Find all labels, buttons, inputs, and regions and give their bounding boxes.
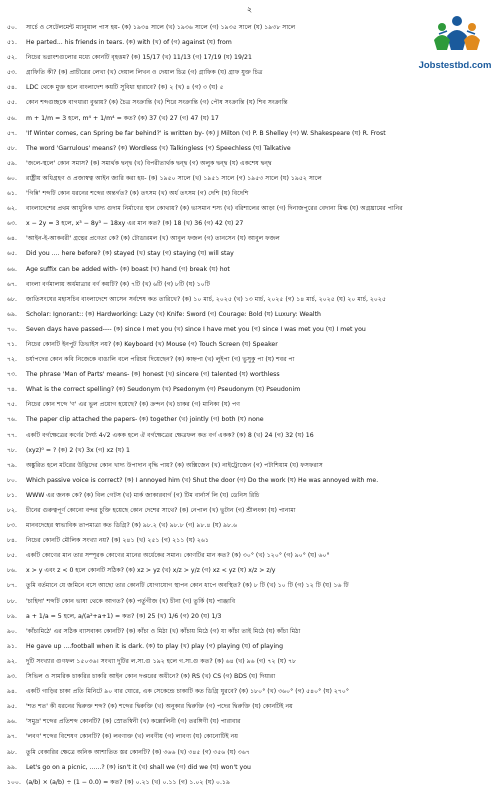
question-item bbox=[7, 654, 495, 669]
question-number: ১০০. bbox=[7, 778, 22, 786]
question-number: ৫৩. bbox=[7, 69, 18, 77]
question-number: ৮৩. bbox=[7, 522, 18, 530]
question-item bbox=[7, 594, 495, 609]
question-item bbox=[7, 80, 495, 95]
question-text: বাংলাদেশের প্রথম আধুনিক খাদ্য গুদাম নির্মাণের স্থান কোথায়? (ক) ভাসমান শস্য (খ) বরিশালের আড়া (গ) দিনাজপুরের বেদানা মিল্ক (ঘ) অগ্রঘ্রামের পানির bbox=[25, 205, 403, 213]
question-text: চীনের গুরুত্বপূর্ণ কোনো বন্দর চুক্তি হয়েছে কোন দেশের সাথে? (ক) নেপাল (খ) ভুটান (গ) শ্রীলংকা (ঘ) পানামা bbox=[25, 507, 296, 514]
question-item bbox=[7, 473, 495, 488]
question-item bbox=[7, 518, 495, 533]
question-text: নিচের ভগ্নাংশগুলোর মধ্যে কোনটি বৃহত্তম? (ক) 15/17 (খ) 11/13 (গ) 17/19 (ঘ) 19/21 bbox=[25, 54, 252, 62]
question-item bbox=[7, 397, 495, 412]
question-text: WWW এর জনক কে? (ক) বিল গেটস (খ) মার্ক জাকারবার্গ (গ) টিম বার্নার্স লি (ঘ) ডেনিস রিচি bbox=[25, 491, 260, 499]
question-text: Age suffix can be added with- (ক) boast (খ) hand (গ) break (ঘ) hot bbox=[25, 265, 230, 273]
question-text: সার্চে ও সেটেলমেন্ট ম্যানুয়াল পাস হয়- (ক) ১৯৩৪ সালে (খ) ১৯৩৬ সালে (গ) ১৯৩৫ সালে (ঘ) ১৯৩৮ সালে bbox=[25, 24, 296, 31]
question-number: ৫০. bbox=[7, 24, 18, 31]
question-number: ৯৪. bbox=[7, 688, 17, 696]
question-item bbox=[7, 156, 495, 171]
question-item bbox=[7, 563, 495, 578]
question-number: ৫১. bbox=[7, 39, 17, 47]
question-item bbox=[7, 412, 495, 427]
question-item bbox=[7, 35, 495, 50]
question-number: ৬৮. bbox=[7, 295, 18, 303]
question-text: নিচের কোনটি মৌলিক সংখ্যা নয়? (ক) ২৪১ (খ) ২৫১ (গ) ২১১ (ঘ) ২৬১ bbox=[25, 537, 209, 545]
question-text: m + 1/m = 3 হলে, m⁴ + 1/m⁴ = কত? (ক) 37 (খ) 27 (গ) 47 (ঘ) 17 bbox=[25, 114, 219, 122]
question-item bbox=[7, 246, 495, 261]
question-number: ৭৪. bbox=[7, 386, 18, 394]
question-number: ৭৯. bbox=[7, 461, 18, 469]
question-text: The paper clip attached the papers- (ক) together (খ) jointly (গ) both (ঘ) none bbox=[25, 416, 264, 424]
question-number: ৯৭. bbox=[7, 733, 18, 741]
question-item bbox=[7, 669, 495, 684]
question-text: নিচের কোনটি ইনপুট ডিভাইস নয়? (ক) Keyboard (খ) Mouse (গ) Touch Screen (ঘ) Speaker bbox=[25, 340, 278, 348]
question-item bbox=[7, 126, 495, 141]
question-item bbox=[7, 624, 495, 639]
question-number: ৭১. bbox=[7, 340, 18, 348]
watermark-site-text: Jobstestbd.com bbox=[418, 60, 492, 71]
question-number: ৭৩. bbox=[7, 371, 18, 379]
question-number: ৯৮. bbox=[7, 748, 17, 756]
question-item bbox=[7, 458, 495, 473]
page-number: ২ bbox=[246, 5, 253, 14]
question-text: 'আইন-ই-আকবরী' গ্রন্থের প্রণেতা কে? (ক) টোডারমল (খ) আবুল ফজল (গ) তানসেন (ঘ) আবুল ফজল bbox=[25, 235, 280, 243]
question-number: ৬৩. bbox=[7, 220, 18, 228]
question-number: ৫৪. bbox=[7, 84, 17, 92]
question-item bbox=[7, 262, 495, 277]
question-number: ৫৮. bbox=[7, 144, 17, 152]
question-number: ৫২. bbox=[7, 54, 18, 62]
question-text: x − 2y = 3 হলে, x³ − 8y³ − 18xy এর মান কত? (ক) 18 (খ) 36 (গ) 42 (ঘ) 27 bbox=[25, 220, 244, 228]
question-number: ৭০. bbox=[7, 325, 18, 333]
question-number: ৬১. bbox=[7, 190, 18, 198]
question-number: ৬৫. bbox=[7, 250, 18, 258]
question-text: একটি কোণের মান তার সম্পূরক কোণের মানের অর্ধেকের সমান। কোণটির মান কত? (ক) ৩০° (খ) ১২০° (গ) ৯০° (ঘ) ৬০° bbox=[25, 552, 330, 560]
question-number: ৮৫. bbox=[7, 552, 17, 560]
question-text: LDC থেকে মুক্ত হলে বাংলাদেশ কয়টি সুবিধা হারাবে? (ক) ২ (খ) ৪ (গ) ৩ (ঘ) ৫ bbox=[25, 84, 224, 92]
question-item bbox=[7, 141, 495, 156]
question-item bbox=[7, 352, 495, 367]
question-item bbox=[7, 488, 495, 503]
question-text: 'গিন্নি' শব্দটি কোন ধরনের শব্দের অন্তর্গত? (ক) তৎসম (খ) অর্ধ তৎসম (গ) দেশি (ঘ) বিদেশি bbox=[25, 190, 249, 198]
question-text: Let's go on a picnic, ......? (ক) isn't it (খ) shall we (গ) did we (ঘ) won't you bbox=[25, 763, 251, 771]
question-item bbox=[7, 216, 495, 231]
question-number: ৫৯. bbox=[7, 159, 17, 167]
question-number: ৫৫. bbox=[7, 99, 17, 107]
question-number: ৮২. bbox=[7, 507, 18, 514]
question-text: নিচের কোন শব্দে 'ণ' এর ভুল প্রয়োগ হয়েছে? (ক) ক্রন্দন (খ) চাকর (গ) মানিক্য (ঘ) পণ bbox=[25, 401, 240, 409]
question-item bbox=[7, 367, 495, 382]
question-number: ৮৬. bbox=[7, 567, 18, 575]
question-text: বাংলা বর্ণমালায় অর্ধমাত্রার বর্ণ কয়টি? (ক) ৭টি (খ) ৬টি (গ) ৮টি (ঘ) ১০টি bbox=[25, 280, 210, 288]
question-item bbox=[7, 548, 495, 563]
question-number: ৬০. bbox=[7, 174, 18, 182]
question-text: He gave up ....football when it is dark. (ক) to play (খ) play (গ) playing (ঘ) of playing bbox=[25, 642, 284, 650]
question-text: x > y এবং z < 0 হলে কোনটি সঠিক? (ক) xz > yz (খ) x/z > y/z (গ) xz < yz (ঘ) x/z > z/y bbox=[25, 567, 276, 575]
question-item bbox=[7, 745, 495, 760]
question-number: ৬২. bbox=[7, 205, 18, 213]
question-number: ৮৯. bbox=[7, 612, 17, 620]
question-number: ৫৬. bbox=[7, 114, 18, 122]
question-number: ৬৬. bbox=[7, 265, 18, 273]
question-text: রাষ্ট্রীয় অধিগ্রহণ ও প্রজাস্বত্ব আইন জারি করা হয়- (ক) ১৯৫০ সালে (খ) ১৯৫১ সালে (গ) ১৯৫৩ সালে (ঘ) ১৯৫২ সালে bbox=[25, 174, 322, 182]
question-item bbox=[7, 533, 495, 548]
question-item bbox=[7, 50, 495, 65]
question-number: ৬৭. bbox=[7, 280, 18, 288]
question-item bbox=[7, 95, 495, 110]
question-number: ৬৪. bbox=[7, 235, 18, 243]
question-text: একটি গাড়ির চাকা প্রতি মিনিটে ৯০ বার ঘোরে, এক সেকেন্ডে চাকাটি কত ডিগ্রি ঘুরবে? (ক) ১৮০° (খ) ৩৬০° (গ) ৫৪০° (ঘ) ২৭০° bbox=[25, 688, 349, 696]
question-text: What is the correct spelling? (ক) Seudonym (খ) Psedonym (গ) Pseudonym (ঘ) Pseudonim bbox=[25, 386, 301, 394]
question-item bbox=[7, 684, 495, 699]
question-text: (xyz)⁰ = ? (ক) 2 (খ) 3x (গ) xz (ঘ) 1 bbox=[25, 446, 130, 454]
question-text: তুমি বেকারির ক্ষেত্রে অনিক আশাতিত স্তর কোনটি? (ক) ৩৬৬ (খ) ৩৪৫ (গ) ৩৫৬ (ঘ) ৩৬৭ bbox=[25, 748, 250, 756]
question-item bbox=[7, 292, 495, 307]
question-text: (a/b) × (a/b) ÷ (1 − 0.0) = কত? (ক) ০.২১ (খ) ০.১১ (গ) ১.০২ (ঘ) ০.১৯ bbox=[25, 778, 230, 786]
question-number: ৯১. bbox=[7, 642, 17, 650]
question-number: ৭৬. bbox=[7, 416, 18, 424]
question-number: ৯৬. bbox=[7, 718, 18, 726]
question-list bbox=[7, 20, 495, 790]
question-item bbox=[7, 171, 495, 186]
question-text: অঙ্কুরিত হলে মটরের উদ্ভিদের কোন খাদ্য উপাদান বৃদ্ধি পায়? (ক) অক্সিজেন (খ) নাইট্রোজেন (গ) পটাশিয়াম (ঘ) ফসফরাস bbox=[25, 461, 323, 469]
question-item bbox=[7, 382, 495, 397]
question-text: সিভিল ও সামরিক চাকরির চাকরি আইন কোন দপ্তরের অধীনে? (ক) RS (খ) CS (গ) BDS (ঘ) দিয়ারা bbox=[25, 673, 276, 681]
question-number: ৮৪. bbox=[7, 537, 17, 545]
question-number: ৮৭. bbox=[7, 582, 18, 590]
question-text: The phrase 'Man of Parts' means- (ক) honest (খ) sincere (গ) talented (ঘ) worthless bbox=[25, 371, 280, 379]
question-item bbox=[7, 699, 495, 714]
question-number: ৭৫. bbox=[7, 401, 18, 409]
question-text: Seven days have passed---- (ক) since I met you (খ) since I have met you (গ) since I was met you (ঘ) I met you bbox=[25, 325, 366, 333]
question-text: একটি বর্গক্ষেত্রের কর্ণের দৈর্ঘ্য 4√2 একক হলে ঐ বর্গক্ষেত্রের ক্ষেত্রফল কত বর্গ একক? (ক) 8 (খ) 24 (গ) 32 (ঘ) 16 bbox=[25, 431, 314, 439]
question-text: তুমি বর্তমানে যে জমিনে বসে আছো তার কোনটি যোগাযোগ স্থাপন কোন ধাপে অবস্থিত? (ক) ৮ টি (খ) ১০ টি (গ) ১২ টি (ঘ) ১৬ টি bbox=[25, 582, 349, 590]
question-text: গ্রাফিতি কী? (ক) প্রাচীরের লেখা (খ) দেয়াল লিখন ও দেয়াল চিত্র (গ) গ্রাফিক (ঘ) গ্রাফ যুক্ত চিত্র bbox=[25, 69, 263, 77]
question-item bbox=[7, 201, 495, 216]
question-text: জাতিসংঘের মহাসচিব বাংলাদেশে আসেন সর্বশেষ কত তারিখে? (ক) ১০ মার্চ, ২০২৫ (খ) ১৩ মার্চ, ২০২৫ (গ) ১৪ মার্চ, ২০২৫ (ঘ) ২০ মার্চ, ২০২৫ bbox=[25, 295, 386, 303]
question-text: Scholar: Ignorant:: (ক) Hardworking: Lazy (খ) Knife: Sword (গ) Courage: Bold (ঘ) Luxury: Wealth bbox=[25, 310, 321, 318]
question-item bbox=[7, 578, 495, 593]
question-text: a + 1/a = 5 হলে, a/(a²+a+1) = কত? (ক) 25 (খ) 1/6 (গ) 20 (ঘ) 1/3 bbox=[25, 612, 222, 620]
question-number: ৯৩. bbox=[7, 673, 18, 681]
question-number: ৯৯. bbox=[7, 763, 17, 771]
question-item bbox=[7, 277, 495, 292]
question-item bbox=[7, 760, 495, 775]
question-number: ৭৭. bbox=[7, 431, 18, 439]
question-text: 'জলে-স্থলে' কোন সমাস? (ক) সমার্থক দ্বন্দ্ব (খ) বিপরীতার্থক দ্বন্দ্ব (গ) অলুক দ্বন্দ্ব (ঘ) একশেষ দ্বন্দ্ব bbox=[25, 159, 272, 167]
question-number: ৯৫. bbox=[7, 703, 17, 711]
question-item bbox=[7, 20, 495, 35]
question-text: 'লবণ' শব্দের বিশেষণ কোনটি? (ক) লবণাক্ত (খ) লবণীয় (গ) লাবণ্য (ঘ) কোনোটিই নয় bbox=[25, 733, 239, 741]
question-text: দুটি সংখ্যার গুণফল ১৫০৩৬। সংখ্যা দুটির ল.সা.গু ১৯২ হলে গ.সা.গু কত? (ক) ৬৪ (খ) ৯৬ (গ) ৭২ (ঘ) ৭৮ bbox=[25, 657, 297, 665]
question-item bbox=[7, 322, 495, 337]
question-number: ৯০. bbox=[7, 627, 18, 635]
question-number: ৬৯. bbox=[7, 310, 18, 318]
question-text: The word 'Garrulous' means? (ক) Wordless (খ) Talkingless (গ) Speechless (ঘ) Talkative bbox=[25, 144, 291, 152]
question-text: মানবদেহের স্বাভাবিক তাপমাত্রা কত ডিগ্রি? (ক) ৯৮.২ (খ) ৯৮.৮ (গ) ৯৮.৪ (ঘ) ৯৮.৬ bbox=[25, 522, 238, 530]
question-number: ৫৭. bbox=[7, 129, 18, 137]
question-number: ৮১. bbox=[7, 491, 17, 499]
question-number: ৮০. bbox=[7, 476, 18, 484]
question-item bbox=[7, 714, 495, 729]
question-text: কোন শব্দগুচ্ছকে বাগধারা বুঝায়? (ক) চৈত্র সংক্রান্তি (খ) শিরে সংক্রান্তি (গ) পৌষ সংক্রান্তি (ঘ) শিব সংক্রান্তি bbox=[25, 99, 288, 107]
question-text: Did you .... here before? (ক) stayed (খ) stay (গ) staying (ঘ) will stay bbox=[25, 250, 234, 258]
question-text: 'শত শত' কী ধরনের দ্বিরুক্ত শব্দ? (ক) শব্দের দ্বিরুক্তি (খ) অনুকার দ্বিরুক্তি (গ) পদের দ্বিরুক্তি (ঘ) কোনটিই নয় bbox=[25, 703, 293, 711]
question-item bbox=[7, 65, 495, 80]
question-number: ৭৮. bbox=[7, 446, 18, 454]
question-text: 'If Winter comes, can Spring be far behind?' is written by- (ক) J Milton (খ) P. B Shelley (গ) W. Shakespeare (ঘ) R. Frost bbox=[25, 129, 386, 137]
question-text: 'কাঁচামিঠে' এর সঠিক ব্যাসবাক্য কোনটি? (ক) কাঁচা ও মিঠা (খ) কাঁচায় মিঠে (গ) যা কাঁচা তাই মিঠে (ঘ) কাঁচা মিঠা bbox=[25, 627, 301, 635]
question-text: Which passive voice is correct? (ক) I annoyed him (খ) Shut the door (গ) Do the work (ঘ) He was annoyed with me. bbox=[25, 476, 379, 484]
question-text: He parted... his friends in tears. (ক) with (খ) of (গ) against (ঘ) from bbox=[25, 39, 232, 47]
question-item bbox=[7, 503, 495, 518]
question-text: চর্যাপদের কোন কবি নিজেকে বাঙালি বলে পরিচয় দিয়েছেন? (ক) কাহ্নপা (খ) লুইপা (গ) ভুসুকু পা (ঘ) শবর পা bbox=[25, 356, 295, 364]
question-number: ৭২. bbox=[7, 356, 18, 364]
question-item bbox=[7, 428, 495, 443]
question-item bbox=[7, 639, 495, 654]
question-item bbox=[7, 609, 495, 624]
question-item bbox=[7, 729, 495, 744]
question-item bbox=[7, 307, 495, 322]
question-number: ৮৮. bbox=[7, 597, 17, 605]
question-text: 'চাহিদা' শব্দটি কোন ভাষা থেকে আগত? (ক) পর্তুগীজ (খ) চীনা (গ) তুর্কি (ঘ) পাঞ্জাবি bbox=[25, 597, 236, 605]
question-item bbox=[7, 231, 495, 246]
question-item bbox=[7, 443, 495, 458]
question-item bbox=[7, 337, 495, 352]
question-item bbox=[7, 111, 495, 126]
question-number: ৯২. bbox=[7, 657, 18, 665]
question-item bbox=[7, 775, 495, 790]
question-text: 'সমুদ্র' শব্দের প্রতিশব্দ কোনটি? (ক) স্রোতস্বিনী (খ) কল্লোলিনী (গ) তরঙ্গিণী (ঘ) পারাবার bbox=[25, 718, 241, 726]
question-item bbox=[7, 186, 495, 201]
